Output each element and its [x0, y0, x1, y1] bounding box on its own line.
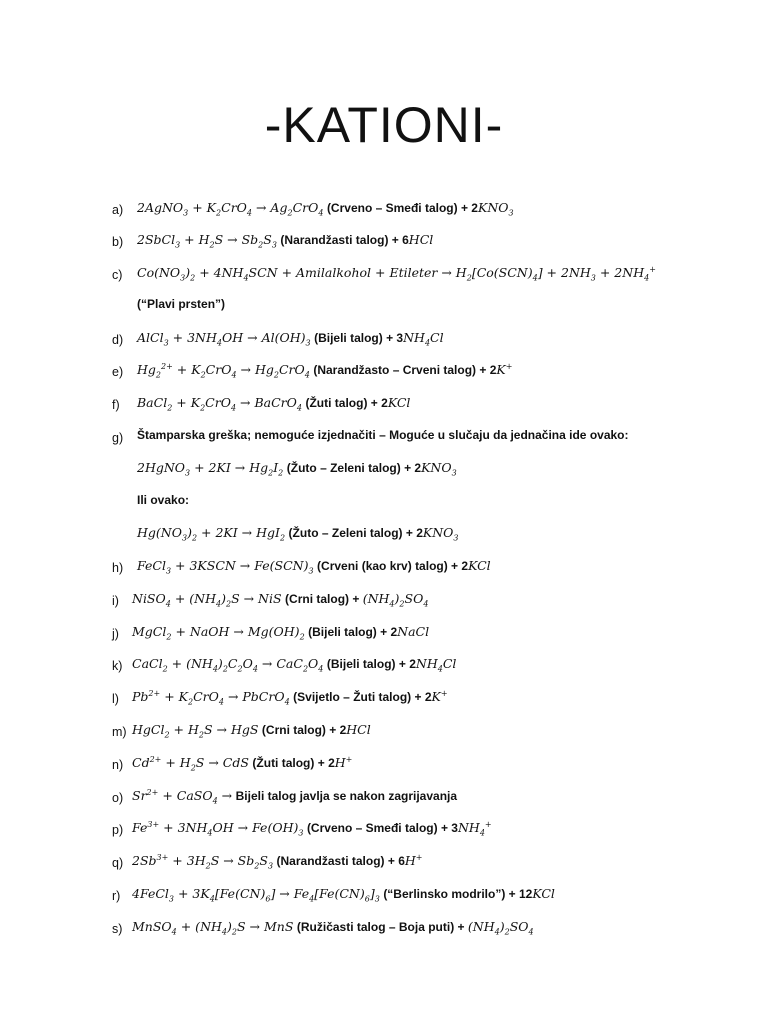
- item-letter: p): [112, 823, 124, 837]
- item-letter: a): [112, 203, 124, 217]
- equation: $Hg_2^{2+} + K_2CrO_4 \to Hg_2CrO_4$ (Narandžasto – Crveni talog) + 2K+: [137, 361, 513, 380]
- equation: $Hg(NO_3)_2 + 2KI \to HgI_2$ (Žuto – Zeleni $talog) + 2KNO_3$: [137, 525, 459, 543]
- equation: 2SbCl$_3$ + $H_2S \to Sb_2S_3$ (Narandžasti talog) + 6HCl: [137, 232, 434, 250]
- equation-note: Ili ovako:: [137, 493, 190, 507]
- page-title: -KATIONI-: [264, 97, 504, 153]
- equation: CaCl$_2$ + $(NH_4)_2C_2O_4 \to CaC_2O_4$ (Bijeli $talog) + 2NH_4Cl$: [132, 656, 457, 674]
- equation: $Sr^{2+}$ + CaSO$_4$ → Bijeli talog javlja se nakon zagrijavanja: [132, 787, 458, 806]
- item-letter: n): [112, 758, 124, 772]
- item-letter: d): [112, 333, 124, 347]
- equation: $Pb^{2+} + K_2CrO_4$ → PbCrO$_4$ (Svijetlo – Žuti talog) + 2K+: [132, 688, 448, 707]
- reaction-f: [0, 395, 768, 417]
- equation: 2AgNO$_3$ + $K_2CrO_4 \to Ag_2CrO_4$ (Crveno – Smeđi $talog) + 2KNO_3$: [137, 200, 514, 218]
- equation: FeCl$_3$ + 3KSCN → $Fe(SCN)_3$ (Crveni (kao krv) talog) + 2KCl: [137, 558, 491, 576]
- equation-text: (Narandžasti talog) + 6: [280, 233, 409, 247]
- item-letter: c): [112, 268, 123, 282]
- item-letter: g): [112, 431, 124, 445]
- reaction-g-2: [0, 525, 768, 547]
- item-letter: r): [112, 889, 121, 903]
- equation: HgCl$_2$ + $H_2S$ → HgS (Crni talog) + 2HCl: [132, 722, 371, 740]
- item-letter: f): [112, 398, 120, 412]
- reaction-c: [0, 265, 768, 287]
- equation-note: (“Plavi prsten”): [137, 297, 226, 311]
- item-letter: k): [112, 659, 123, 673]
- reaction-l: [0, 689, 768, 711]
- equation: 4FeCl$_3$ + $3K_4[Fe(CN)_6] \to Fe_4[Fe(CN)_6]_3$ (“Berlinsko modrilo”) + 12KCl: [132, 886, 555, 904]
- item-letter: l): [112, 692, 119, 706]
- reaction-s: [0, 919, 768, 941]
- item-letter: q): [112, 856, 124, 870]
- reaction-q: [0, 853, 768, 875]
- reaction-n: [0, 755, 768, 777]
- equation: $Fe^{3+} + 3NH_4OH \to Fe(OH)_3$ (Crveno – Smeđi $talog) + 3NH_4^+$: [132, 819, 492, 838]
- reaction-b: [0, 232, 768, 254]
- equation: 2HgNO$_3$ + $2KI \to Hg_2I_2$ (Žuto – Zeleni $talog) + 2KNO_3$: [137, 460, 457, 478]
- equation: NiSO$_4$ + $(NH_4)_2S$ → NiS (Crni $talog) + (NH_4)_2SO_4$: [132, 591, 429, 609]
- reaction-d: [0, 330, 768, 352]
- item-letter: e): [112, 365, 124, 379]
- reaction-g-or: [0, 493, 768, 515]
- equation: $Co(NO_3)_2 + 4NH_4SCN$ + Amilalkohol + Etileter → $H_2[Co(SCN)_4] + 2NH_3 + 2NH_4^+$: [137, 264, 656, 283]
- equation: $2Sb^{3+} + 3H_2S \to Sb_2S_3$ (Narandžasti talog) + 6H+: [132, 852, 423, 871]
- reaction-j: [0, 624, 768, 646]
- equation: MgCl$_2$ + NaOH → $Mg(OH)_2$ (Bijeli talog) + 2NaCl: [132, 624, 430, 642]
- equation-text: (Crveno – Smeđi talog) + 2: [326, 201, 478, 215]
- item-letter: s): [112, 922, 123, 936]
- item-letter: j): [112, 627, 119, 641]
- reaction-h: [0, 558, 768, 580]
- item-letter: b): [112, 235, 124, 249]
- reaction-c-note: [0, 297, 768, 319]
- reaction-g-1: [0, 460, 768, 482]
- item-letter: o): [112, 791, 124, 805]
- equation: MnSO$_4$ + $(NH_4)_2S$ → MnS (Ružičasti talog – Boja puti) + $(NH_4)_2SO_4$: [132, 919, 534, 937]
- reaction-k: [0, 656, 768, 678]
- equation: $Cd^{2+} + H_2S$ → CdS (Žuti talog) + 2H+: [132, 754, 353, 773]
- reaction-p: [0, 820, 768, 842]
- item-letter: m): [112, 725, 127, 739]
- reaction-e: [0, 362, 768, 384]
- reaction-i: [0, 591, 768, 613]
- reaction-a: [0, 200, 768, 222]
- equation: AlCl$_3$ + $3NH_4OH \to Al(OH)_3$ (Bijeli $talog) + 3NH_4Cl$: [137, 330, 444, 348]
- equation-note: Štamparska greška; nemoguće izjednačiti – Moguće u slučaju da jednačina ide ovako:: [137, 428, 629, 442]
- item-letter: h): [112, 561, 124, 575]
- item-letter: i): [112, 594, 119, 608]
- reaction-r: [0, 886, 768, 908]
- reaction-g: [0, 428, 768, 450]
- reaction-m: [0, 722, 768, 744]
- equation: BaCl$_2$ + $K_2CrO_4$ → BaCrO$_4$ (Žuti talog) + 2KCl: [137, 395, 411, 413]
- reaction-o: [0, 788, 768, 810]
